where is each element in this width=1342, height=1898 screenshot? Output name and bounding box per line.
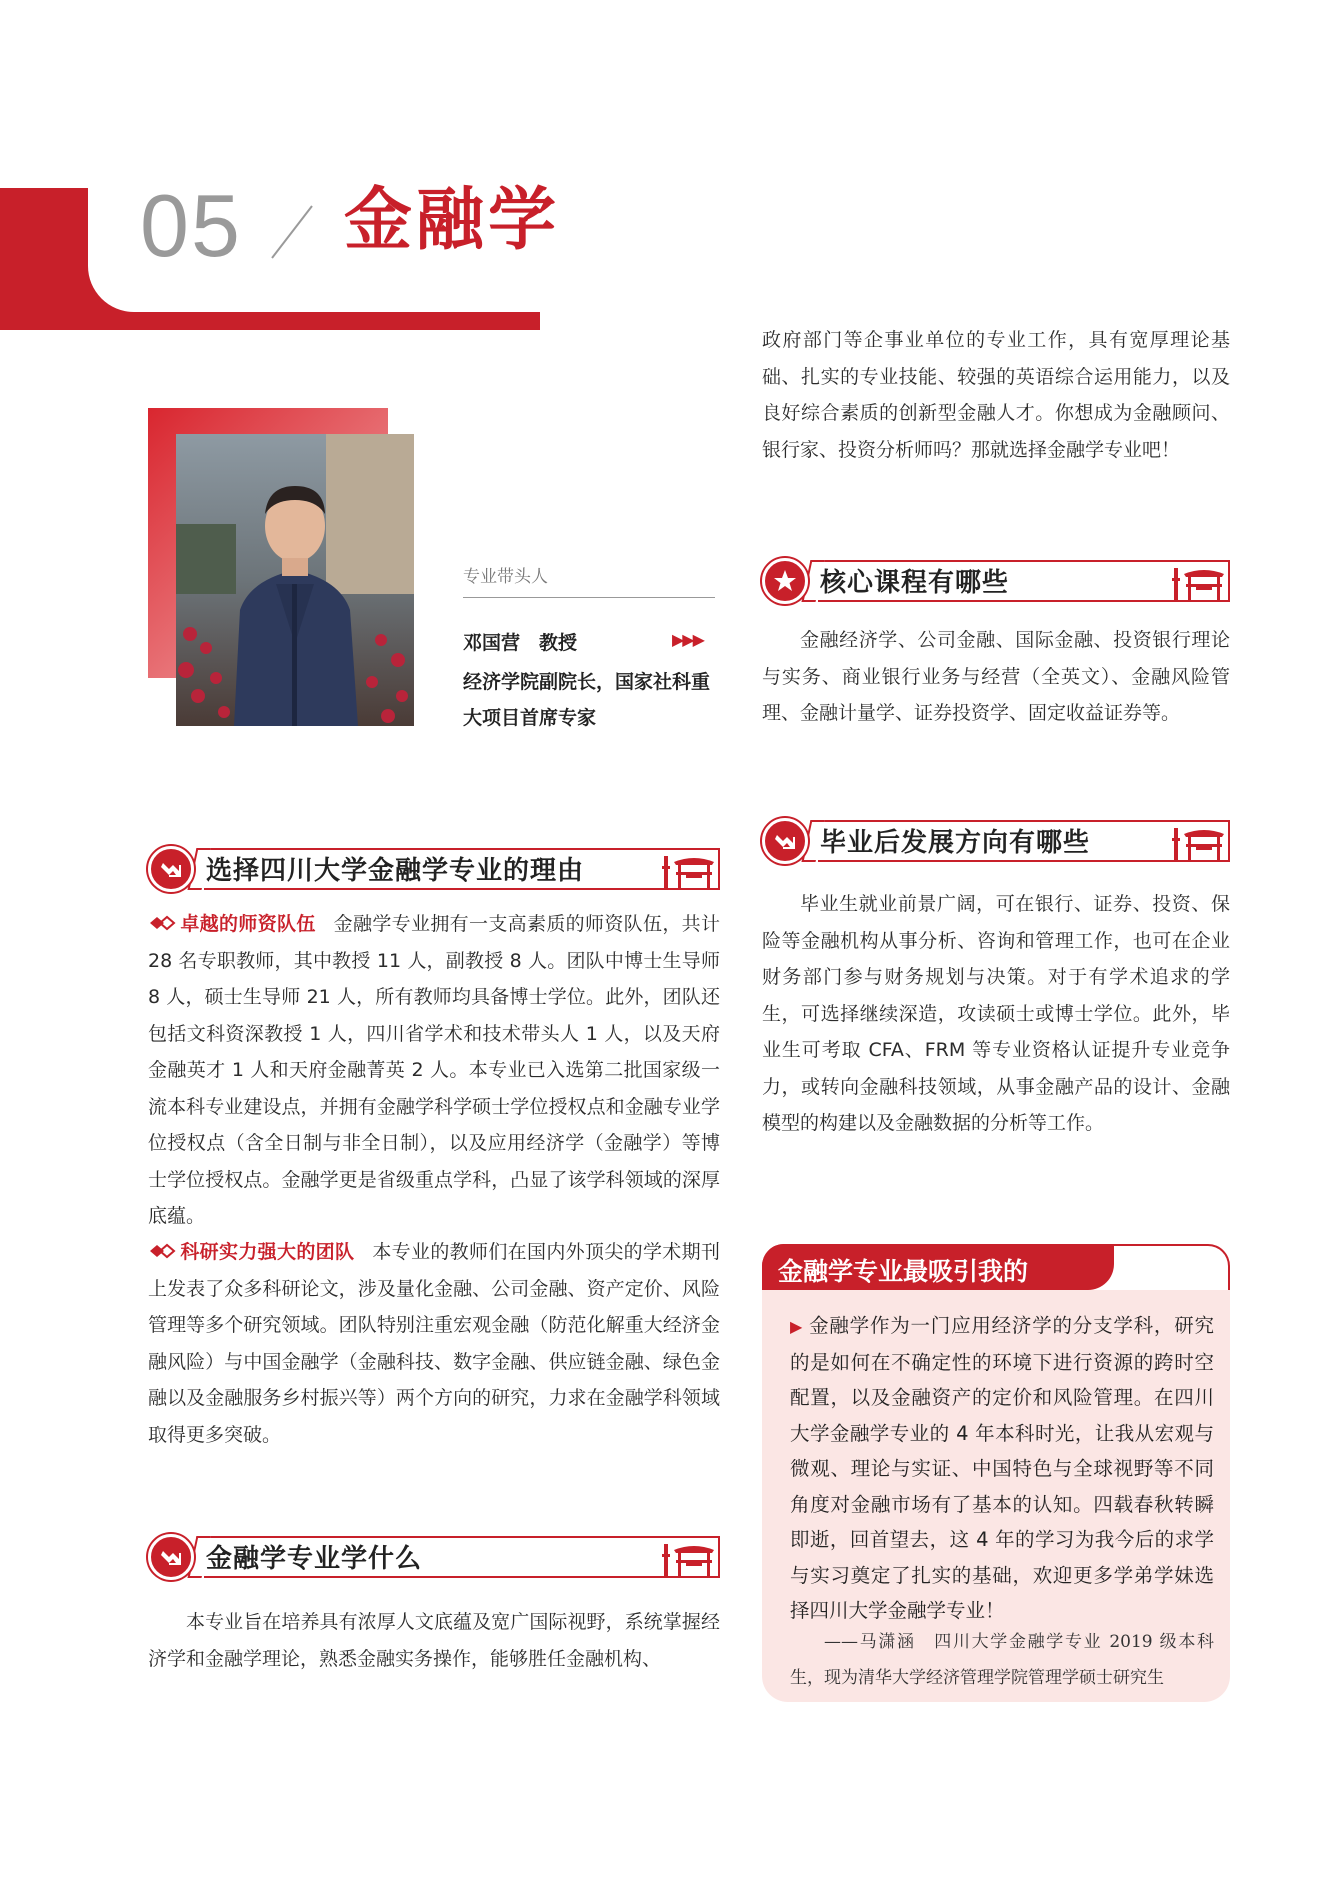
leader-name: 邓国营 教授 xyxy=(463,632,578,654)
section-heading-study xyxy=(148,1534,720,1578)
careers-text: 毕业生就业前景广阔，可在银行、证券、投资、保险等金融机构从事分析、咨询和管理工作，也可在企业财务部门参与财务规划与决策。对于有学术追求的学生，可选择继续深造，攻读硕士或博士学位。此外，毕业生可考取 CFA、FRM 等专业资格认证提升专业竞争力，或转向金融科技领域，从事金融产品的设计、金融模型的构建以及金融数据的分析等工作。 xyxy=(762,893,1230,1134)
chapter-title: 金融学 xyxy=(344,180,561,260)
leader-photo xyxy=(176,434,414,726)
section-title: 核心课程有哪些 xyxy=(820,568,1010,598)
study-text-continued: 政府部门等企事业单位的专业工作，具有宽厚理论基础、扎实的专业技能、较强的英语综合运用能力，以及良好综合素质的创新型金融人才。你想成为金融顾问、银行家、投资分析师吗？那就选择金融学专业吧！ xyxy=(762,329,1230,461)
section-title: 毕业后发展方向有哪些 xyxy=(820,828,1091,858)
gate-icon xyxy=(662,852,716,888)
leader-label: 专业带头人 xyxy=(463,567,548,587)
arrow-down-icon xyxy=(148,846,194,892)
section-heading-careers xyxy=(762,818,1230,862)
courses-text: 金融经济学、公司金融、国际金融、投资银行理论与实务、商业银行业务与经营（全英文）、金融风险管理、金融计量学、证券投资学、固定收益证券等。 xyxy=(762,629,1230,724)
testimonial-signature: ——马潇涵 四川大学金融学专业 2019 级本科生，现为清华大学经济管理学院管理学硕士研究生 xyxy=(790,1632,1214,1688)
study-text: 本专业旨在培养具有浓厚人文底蕴及宽广国际视野，系统掌握经济学和金融学理论，熟悉金融实务操作，能够胜任金融机构、 xyxy=(148,1611,720,1670)
leader-description: 经济学院副院长，国家社科重大项目首席专家 xyxy=(463,671,711,729)
section-heading-reasons xyxy=(148,846,720,890)
star-icon xyxy=(762,558,808,604)
gate-icon xyxy=(1172,824,1226,860)
testimonial-text: ▶ 金融学作为一门应用经济学的分支学科，研究的是如何在不确定性的环境下进行资源的跨时空配置，以及金融资产的定价和风险管理。在四川大学金融学专业的 4 年本科时光，让我从宏观与微观、理论与实证、中国特色与全球视野等不同角度对金融市场有了基本的认知。四载春秋转瞬即逝，回首望去，这 4 年的学习为我今后的求学与实习奠定了扎实的基础，欢迎更多学弟学妹选择四川大学金融学专业！ xyxy=(790,1314,1214,1622)
testimonial-title: 金融学专业最吸引我的 xyxy=(778,1257,1029,1286)
diamond-bullet-icon xyxy=(148,1243,176,1259)
testimonial-box xyxy=(762,1244,1230,1702)
gate-icon xyxy=(1172,564,1226,600)
section-heading-courses xyxy=(762,558,1230,602)
chapter-number: 05 xyxy=(140,176,242,275)
section-title: 金融学专业学什么 xyxy=(206,1544,423,1574)
leader-arrows-icon: ▶▶▶ xyxy=(672,630,703,649)
gate-icon xyxy=(662,1540,716,1576)
chapter-slash-divider xyxy=(262,202,322,262)
section-title: 选择四川大学金融学专业的理由 xyxy=(206,856,585,886)
reason-item-faculty: 卓越的师资队伍 金融学专业拥有一支高素质的师资队伍，共计 28 名专职教师，其中教授 11 人，副教授 8 人。团队中博士生导师 8 人，硕士生导师 21 人，所有教师均具备博士学位。此外，团队还包括文科资深教授 1 人，四川省学术和技术带头人 1 人，以及天府金融英才 1 人和天府金融菁英 2 人。本专业已入选第二批国家级一流本科专业建设点，并拥有金融学科学硕士学位授权点和金融专业学位授权点（含全日制与非全日制），以及应用经济学（金融学）等博士学位授权点。金融学更是省级重点学科，凸显了该学科领域的深厚底蕴。 xyxy=(148,913,720,1227)
arrow-down-icon xyxy=(762,818,808,864)
arrow-down-icon xyxy=(148,1534,194,1580)
leader-divider xyxy=(463,597,715,598)
triangle-bullet-icon: ▶ xyxy=(790,1317,804,1336)
diamond-bullet-icon xyxy=(148,915,176,931)
reason-item-research: 科研实力强大的团队 本专业的教师们在国内外顶尖的学术期刊上发表了众多科研论文，涉及量化金融、公司金融、资产定价、风险管理等多个研究领域。团队特别注重宏观金融（防范化解重大经济金融风险）与中国金融学（金融科技、数字金融、供应链金融、绿色金融以及金融服务乡村振兴等）两个方向的研究，力求在金融学科领域取得更多突破。 xyxy=(148,1241,720,1446)
